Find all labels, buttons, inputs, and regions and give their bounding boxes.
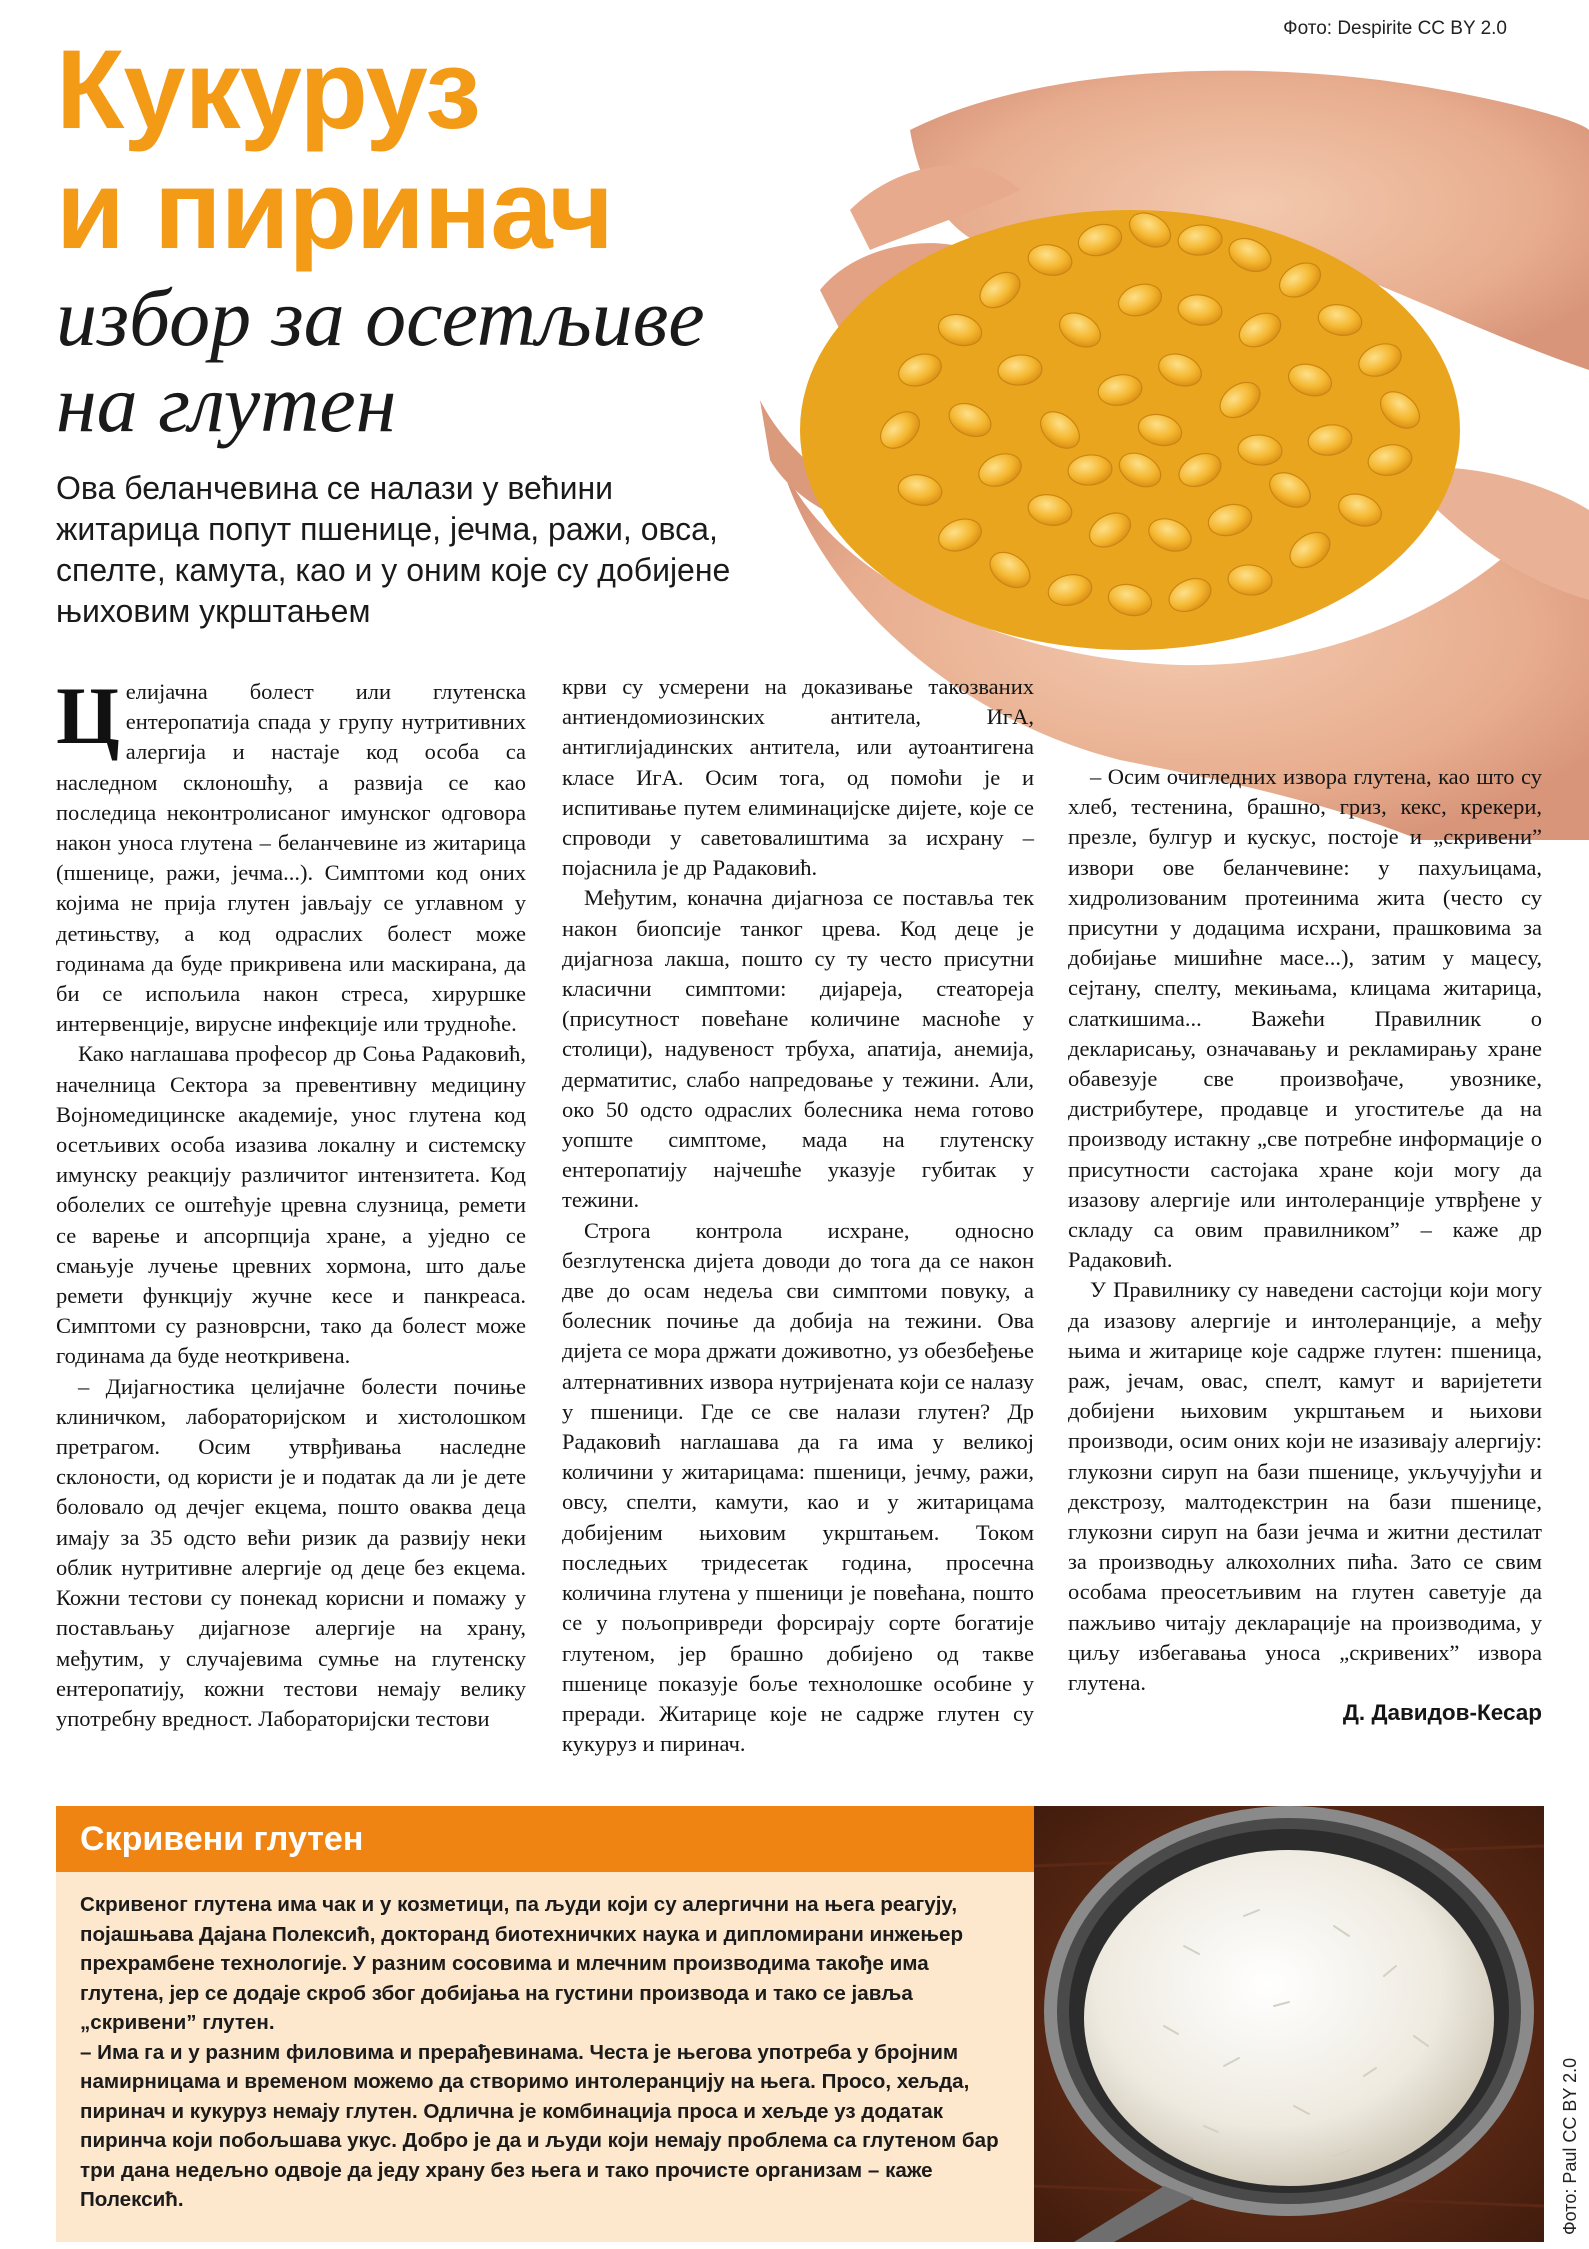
article-column-3 xyxy=(1068,762,1542,1729)
article-paragraph: – Дијагностика целијачне болести почиње клиничком, лабораторијском и хистолошком претрагом. Осим утврђивања наследне склоности, од користи је и податак да ли је дете боловало од дечјег екцема, пошто оваква деца имају за 35 одсто већи ризик да развију неки облик нутритивне алергије од деце без екцема. Кожни тестови су понекад корисни и помажу у постављању дијагнозе алергије на храну, међутим, у случајевима сумње на глутенску ентеропатију, кожни тестови немају велику употребну вредност. Лабораторијски тестови xyxy=(56,1373,526,1731)
subheadline-line2: на глутен xyxy=(56,358,397,449)
sidebar-paragraph: Скривеног глутена има чак и у козметици, па људи који су алергични на њега реагују, појашњава Дајана Полексић, докторанд биотехничких наука и дипломирани инжењер прехрамбене технологије. У разним сосовима и млечним производима такође има глутена, јер се додаје скроб због добијања на густини производа и тако се јавља „скривени” глутен. xyxy=(80,1893,964,2034)
article-paragraph: Како наглашава професор др Соња Радаковић, начелница Сектора за превентивну медицину Војномедицинске академије, унос глутена код осетљивих особа изазива локалну и системску имунску реакцију различитог интензитета. Код оболелих се оштећује цревна слузница, ремети се варење и апсорпција хране, а уједно се смањује лучење цревних хормона, што даље ремети функцију жучне кесе и панкреаса. Симптоми су разноврсни, тако да болест може годинама да буде неоткривена. xyxy=(56,1041,526,1369)
photo-credit-side: Фото: Paul CC BY 2.0 xyxy=(1560,2057,1580,2235)
article-paragraph: – Осим очигледних извора глутена, као што су хлеб, тестенина, брашно, гриз, кекс, крекери, презле, булгур и кускус, постоје и „скривени” извори ове беланчевине: у пахуљицама, хидролизованим протеинима жита (често су присутни у додацима исхрани, прашковима за добијање мишићне масе...), затим у мацесу, сејтану, спелту, мекињама, клицама житарица, слаткишима... Важећи Правилник о декларисању, означавању и рекламирању хране обавезује све произвођаче, увознике, дистрибутере, продавце и угоститеље да на производу истакну „све потребне информације о присутности састојака хране који могу да изазову алергије или интолеранције утврђене у складу са овим правилником” – каже др Радаковић. xyxy=(1068,764,1542,1273)
article-paragraph: Међутим, коначна дијагноза се поставља тек након биопсије танког црева. Код деце је дијагноза лакша, пошто су ту често присутни класични симптоми: дијареја, стеатореја (присутност повећане количине масноће у столици), надувеност трбуха, апатија, анемија, дерматитис, слабо напредовање у тежини. Али, око 50 одсто одраслих болесника нема готово уопште симптоме, мада на глутенску ентеропатију најчешће указује губитак у тежини. xyxy=(562,885,1034,1213)
sidebar-paragraph: – Има га и у разним филовима и прерађевинама. Честа је његова употреба у бројним намирницама и временом можемо да створимо интолеранцију на њега. Просо, хељда, пиринач и кукуруз немају глутен. Одлична је комбинација проса и хељде уз додатак пиринча који побољшава укус. Добро је да и људи који немају проблема са глутеном бар три дана недељно одвоје да једу храну без њега и тако прочисте организам – каже Полексић. xyxy=(80,2040,999,2211)
article-column-2 xyxy=(562,672,1034,1759)
subheadline xyxy=(56,272,816,449)
sidebar-text xyxy=(80,1890,1010,2215)
article-paragraph: крви су усмерени на доказивање такозваних антиендомиозинских антитела, ИгА, антиглијадинских антитела, или аутоантигена класе ИгА. Осим тога, од помоћи је и испитивање путем елиминацијске дијете, које се спроводи у саветовалиштима за исхрану – појаснила је др Радаковић. xyxy=(562,674,1034,881)
author-byline: Д. Давидов-Кесар xyxy=(1342,1700,1542,1726)
subheadline-line1: избор за осетљиве xyxy=(56,272,705,363)
article-column-1 xyxy=(56,670,526,1734)
drop-cap: Ц xyxy=(56,670,120,761)
headline-line2: и пиринач xyxy=(56,147,613,272)
rice-pot-photo xyxy=(1034,1806,1544,2242)
lead-paragraph: Ова беланчевина се налази у већини житарица попут пшенице, јечма, ражи, овса, спелте, камута, као и у оним које су добијене њиховим укрштањем xyxy=(56,470,731,629)
article-paragraph: Целијачна болест или глутенска ентеропатија спада у групу нутритивних алергија и настаје код особа са наследном склоношћу, а развија се као последица неконтролисаног имунског одговора након уноса глутена – беланчевине из житарица (пшенице, ражи, јечма...). Симптоми код оних којима не прија глутен јављају се углавном у детињству, а код одраслих болест може годинама да буде прикривена или маскирана, да би се испољила након стреса, хируршке интервенције, вирусне инфекције или трудноће. xyxy=(56,670,526,1037)
headline-line1: Кукуруз xyxy=(56,27,480,152)
sidebar-title: Скривени глутен xyxy=(80,1820,364,1858)
article-paragraph: Строга контрола исхране, односно безглутенска дијета доводи до тога да се након две до осам недеља сви симптоми повуку, а болесник почиње да добија на тежини. Ова дијета се мора држати доживотно, уз обезбеђење алтернативних извора нутријената који се налазу у пшеници. Где се све налази глутен? Др Радаковић наглашава да га има у великој количини у житарицама: пшеници, јечму, ражи, овсу, спелти, камути, као и у житарицама добијеним њиховим укрштањем. Током последњих тридесетак година, просечна количина глутена у пшеници је повећана, пошто се у пољопривреди форсирају сорте богатије глутеном, јер брашно добијено од такве пшенице показује боље технолошке особине у преради. Житарице које не садрже глутен су кукуруз и пиринач. xyxy=(562,1217,1034,1757)
photo-credit-top: Фото: Despirite CC BY 2.0 xyxy=(1283,18,1507,39)
article-paragraph: У Правилнику су наведени састојци који могу да изазову алергије и интолеранције, а међу њима и житарице које садрже глутен: пшеница, раж, јечам, овас, спелт, камут и варијетети добијени њиховим укрштањем и њихови производи, осим оних који не изазивају алергију: глукозни сируп на бази пшенице, укључујући и декстрозу, малтодекстрин на бази пшенице, глукозни сируп на бази јечма и житни дестилат за производњу алкохолних пића. Зато се свим особама преосетљивим на глутен саветује да пажљиво читају декларације на производима, у циљу избегавања уноса „скривених” извора глутена. xyxy=(1068,1277,1542,1696)
